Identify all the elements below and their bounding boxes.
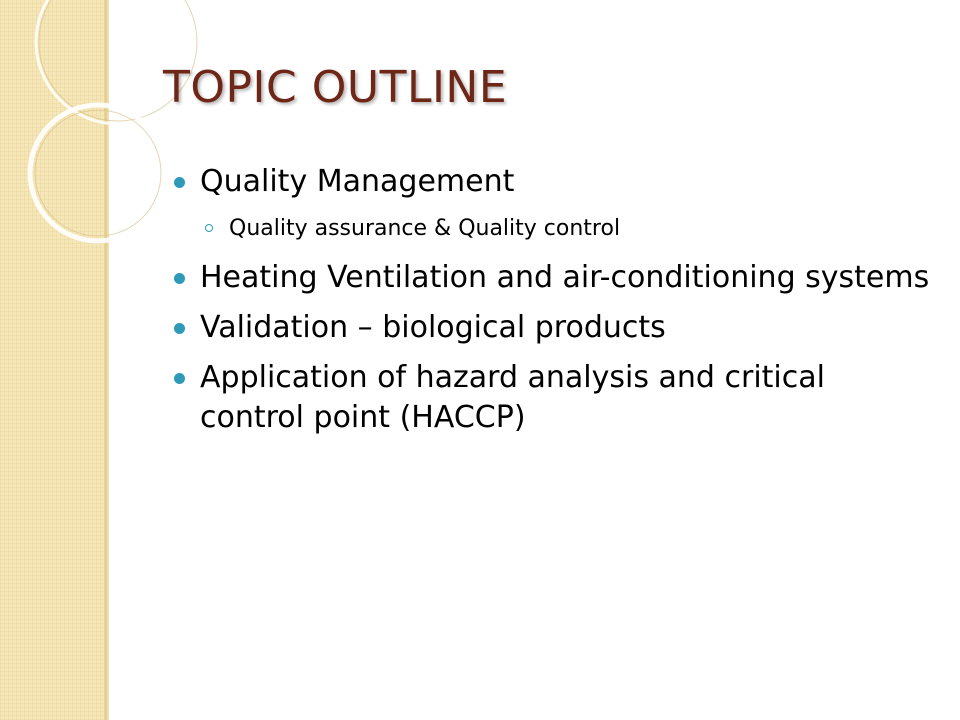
bullet-icon	[174, 273, 185, 284]
sub-list-item	[174, 212, 934, 246]
list-item-text: Quality Management	[200, 164, 515, 199]
bullet-icon	[174, 177, 185, 188]
slide-title: TOPIC OUTLINE	[163, 62, 508, 113]
bullet-icon	[174, 323, 185, 334]
list-item	[174, 258, 934, 298]
bullet-icon	[174, 373, 185, 384]
ring-bullet-icon	[205, 224, 213, 232]
list-item	[174, 308, 934, 348]
list-item-text: Application of hazard analysis and critical control point (HACCP)	[200, 360, 825, 435]
list-item	[174, 162, 934, 202]
list-item-text: Heating Ventilation and air-conditioning systems	[200, 260, 930, 295]
list-item-text: Validation – biological products	[200, 310, 666, 345]
decorative-circles	[0, 0, 200, 260]
topic-list	[174, 162, 934, 448]
list-item	[174, 358, 934, 438]
sub-list-item-text: Quality assurance & Quality control	[229, 216, 621, 241]
